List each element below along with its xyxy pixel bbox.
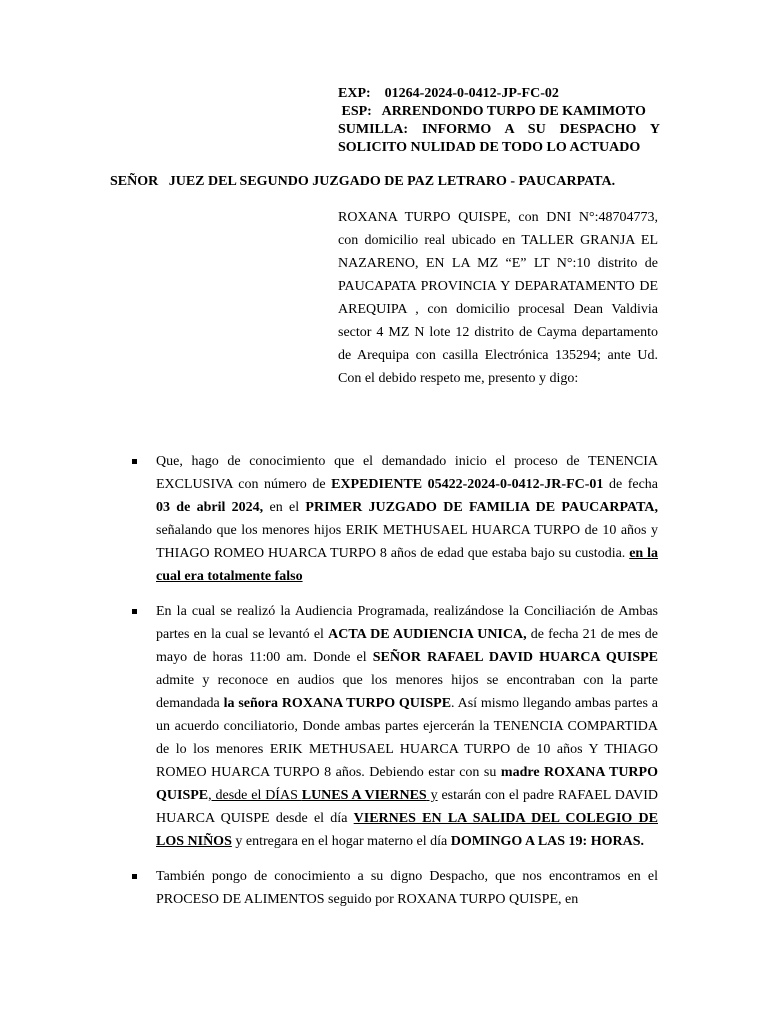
- expediente-line: [338, 85, 660, 103]
- point-text-segment: LUNES A VIERNES: [301, 788, 427, 803]
- point-text-segment: En la cual se realizó la Audiencia Programada, realizándose la Conciliación de Ambas partes en la cual se levantó el: [156, 604, 658, 642]
- point-text-segment: de fecha 21 de mes de mayo de horas 11:00 am. Donde el: [156, 627, 658, 665]
- addressee-title: SEÑOR: [110, 174, 159, 189]
- point-text-segment: admite y reconoce en audios que los menores hijos se encontraban con la parte demandada: [156, 673, 658, 711]
- point-text-segment: en la cual era totalmente falso: [156, 546, 659, 584]
- sumilla-text-2: SOLICITO NULIDAD DE TODO LO ACTUADO: [338, 140, 641, 155]
- point-text-segment: También pongo de conocimiento a su digno Despacho, que nos encontramos en el PROCESO DE ALIMENTOS seguido por ROXANA TURPO QUISPE, en: [156, 869, 658, 907]
- point-text-segment: señalando que los menores hijos ERIK METHUSAEL HUARCA TURPO de 10 años y THIAGO ROMEO HUARCA TURPO 8 años de edad que estaba bajo su custodia.: [156, 523, 658, 561]
- point-text-segment: ACTA DE AUDIENCIA UNICA,: [328, 627, 527, 642]
- point-text-segment: , desde el DÍAS: [208, 788, 302, 803]
- exp-label: EXP:: [338, 86, 371, 101]
- addressee-line: [110, 174, 670, 190]
- point-text-segment: y entregara en el hogar materno el día: [231, 834, 451, 849]
- petition-point: [130, 450, 658, 588]
- especialista-line: [338, 103, 660, 121]
- petitioner-intro: ROXANA TURPO QUISPE, con DNI N°:48704773, con domicilio real ubicado en TALLER GRANJA EL NAZARENO, EN LA MZ “E” LT N°:10 distrito de PAUCAPATA PROVINCIA Y DEPARATAMENTO DE AREQUIPA , con domicilio procesal Dean Valdivia sector 4 MZ N lote 12 distrito de Cayma departamento de Arequipa con casilla Electrónica 135294; ante Ud. Con el debido respeto me, presento y digo:: [338, 210, 658, 386]
- exp-value: 01264-2024-0-0412-JP-FC-02: [384, 86, 559, 101]
- sumilla-text-1: INFORMO A SU DESPACHO Y: [422, 122, 661, 137]
- point-text-segment: la señora ROXANA TURPO QUISPE: [223, 696, 452, 711]
- addressee-text: JUEZ DEL SEGUNDO JUZGADO DE PAZ LETRARO - PAUCARPATA.: [168, 174, 616, 189]
- point-text-segment: de fecha: [603, 477, 658, 492]
- point-text-segment: DOMINGO A LAS 19: HORAS.: [450, 834, 645, 849]
- point-text-segment: VIERNES EN LA SALIDA DEL COLEGIO DE LOS NIÑOS: [156, 811, 658, 849]
- petition-point: [130, 600, 658, 853]
- petition-points: [130, 450, 658, 923]
- point-text-segment: madre ROXANA TURPO QUISPE: [156, 765, 658, 803]
- point-text-segment: Que, hago de conocimiento que el demandado inicio el proceso de TENENCIA EXCLUSIVA con número de: [156, 454, 658, 492]
- point-text-segment: 03 de abril 2024,: [156, 500, 264, 515]
- sumilla-line: [338, 121, 660, 139]
- bullet-square-icon: [132, 874, 137, 879]
- point-text-segment: SEÑOR RAFAEL DAVID HUARCA QUISPE: [372, 650, 659, 665]
- esp-label: ESP:: [341, 104, 372, 119]
- sumilla-line-2: [338, 139, 660, 157]
- point-text-segment: en el: [263, 500, 306, 515]
- point-text-segment: . Así mismo llegando ambas partes a un acuerdo conciliatorio, Donde ambas partes ejercerán la TENENCIA COMPARTIDA de lo los menores ERIK METHUSAEL HUARCA TURPO de 10 años Y THIAGO ROMEO HUARCA TURPO 8 años. Debiendo estar con su: [156, 696, 658, 780]
- bullet-square-icon: [132, 459, 137, 464]
- bullet-square-icon: [132, 609, 137, 614]
- point-text-segment: EXPEDIENTE 05422-2024-0-0412-JR-FC-01: [331, 477, 604, 492]
- case-header: [338, 85, 660, 157]
- esp-value: ARRENDONDO TURPO DE KAMIMOTO: [381, 104, 646, 119]
- point-text-segment: PRIMER JUZGADO DE FAMILIA DE PAUCARPATA,: [305, 500, 658, 515]
- point-text-segment: y: [426, 788, 438, 803]
- petition-point: [130, 865, 658, 911]
- point-text-segment: estarán con el padre RAFAEL DAVID HUARCA QUISPE desde el día: [156, 788, 658, 826]
- sumilla-label: SUMILLA:: [338, 122, 409, 137]
